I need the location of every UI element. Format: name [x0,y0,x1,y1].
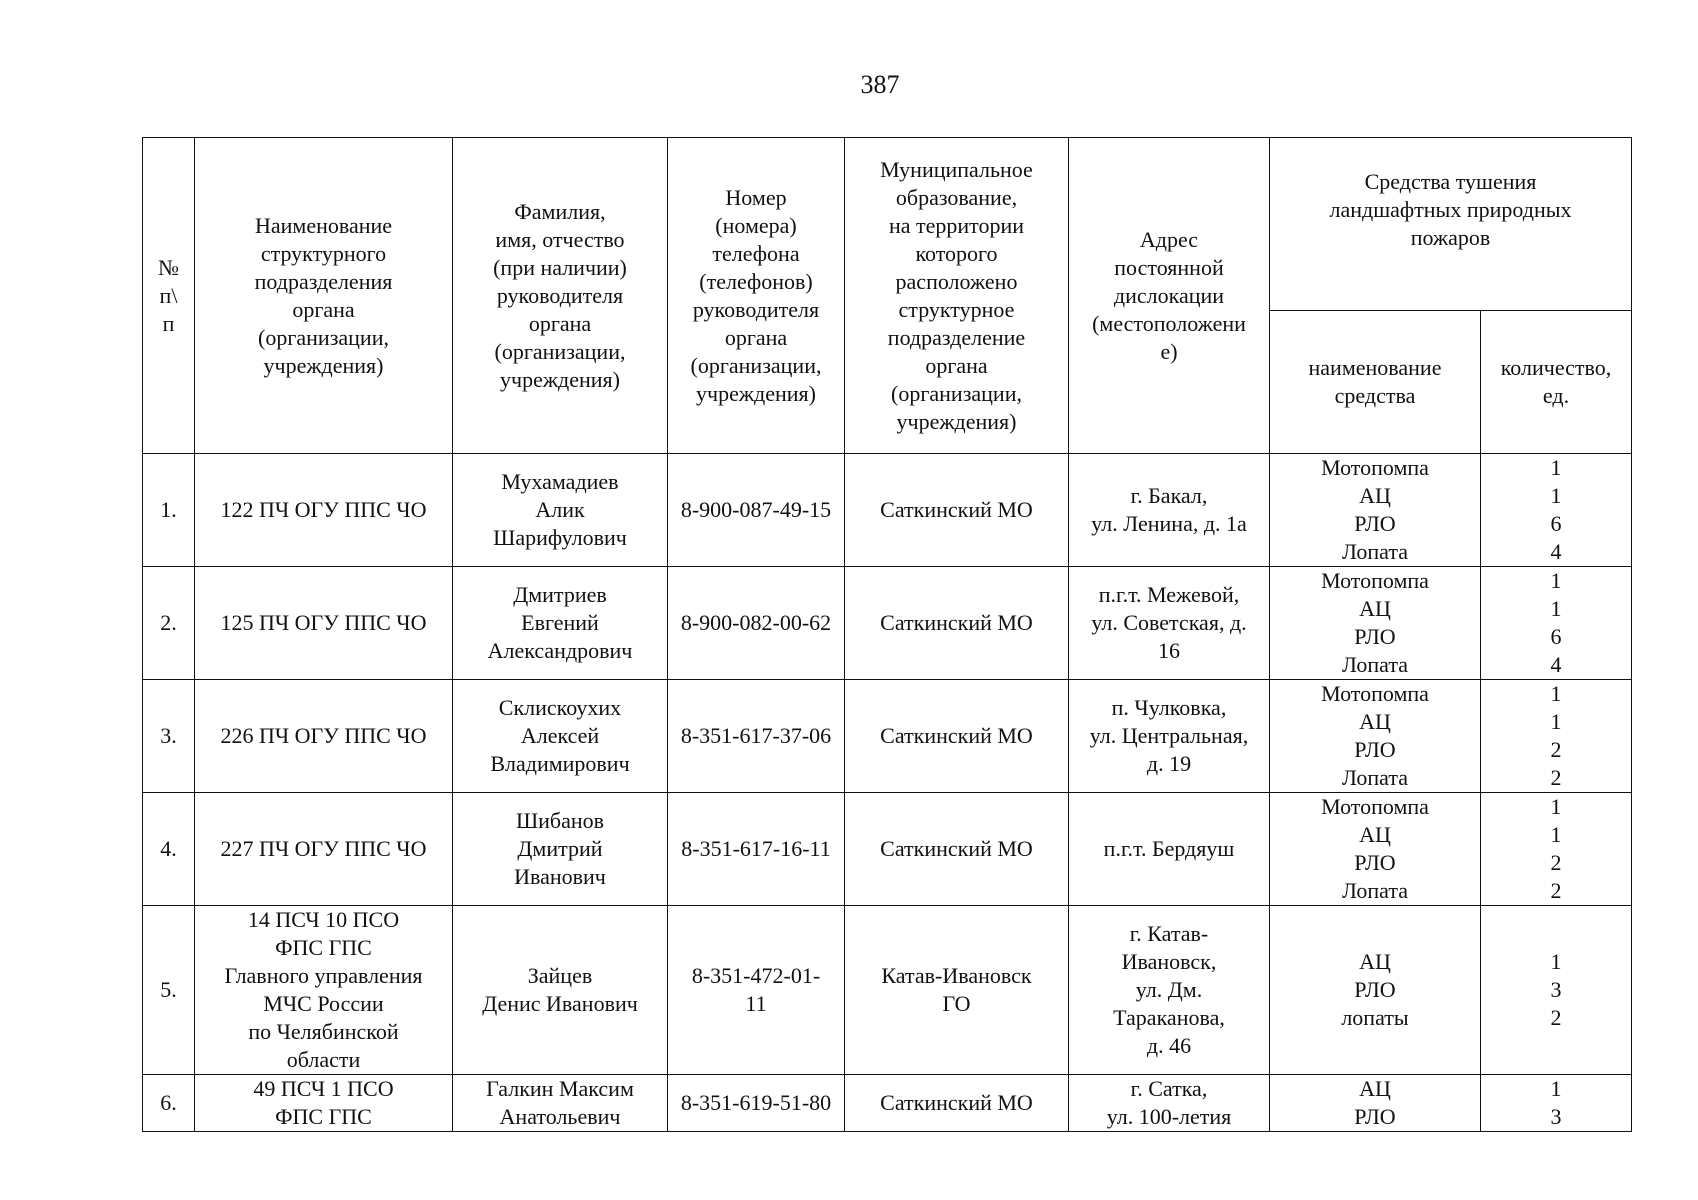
header-municipality: Муниципальное образование, на территории которого расположено структурное подразделение органа (организации, учреждения) [845,138,1069,454]
cell-head-name: Склискоухих Алексей Владимирович [453,680,668,793]
header-means-group: Средства тушения ландшафтных природных пожаров [1270,138,1632,311]
cell-address: г. Сатка, ул. 100-летия [1069,1075,1270,1132]
cell-num: 4. [143,793,195,906]
header-head-name: Фамилия, имя, отчество (при наличии) руководителя органа (организации, учреждения) [453,138,668,454]
cell-address: г. Бакал, ул. Ленина, д. 1а [1069,454,1270,567]
cell-means-qty: 1 1 2 2 [1481,680,1632,793]
cell-means-qty: 1 3 2 [1481,906,1632,1075]
cell-num: 6. [143,1075,195,1132]
cell-means-name: АЦ РЛО лопаты [1270,906,1481,1075]
cell-phone: 8-351-619-51-80 [668,1075,845,1132]
cell-means-name: Мотопомпа АЦ РЛО Лопата [1270,454,1481,567]
cell-head-name: Шибанов Дмитрий Иванович [453,793,668,906]
cell-head-name: Дмитриев Евгений Александрович [453,567,668,680]
table-row [143,906,1632,1075]
cell-phone: 8-900-087-49-15 [668,454,845,567]
cell-means-qty: 1 1 2 2 [1481,793,1632,906]
cell-address: п. Чулковка, ул. Центральная, д. 19 [1069,680,1270,793]
cell-means-name: Мотопомпа АЦ РЛО Лопата [1270,567,1481,680]
cell-municipality: Саткинский МО [845,1075,1069,1132]
page-number: 387 [860,70,900,99]
cell-num: 2. [143,567,195,680]
cell-unit-name: 125 ПЧ ОГУ ППС ЧО [195,567,453,680]
cell-means-qty: 1 1 6 4 [1481,567,1632,680]
header-means-name: наименование средства [1270,311,1481,454]
cell-head-name: Зайцев Денис Иванович [453,906,668,1075]
header-unit-name: Наименование структурного подразделения органа (организации, учреждения) [195,138,453,454]
cell-phone: 8-900-082-00-62 [668,567,845,680]
cell-address: п.г.т. Межевой, ул. Советская, д. 16 [1069,567,1270,680]
fire-units-table [142,137,1632,1132]
cell-address: п.г.т. Бердяуш [1069,793,1270,906]
cell-municipality: Катав-Ивановск ГО [845,906,1069,1075]
cell-means-name: АЦ РЛО [1270,1075,1481,1132]
table-row [143,793,1632,906]
cell-municipality: Саткинский МО [845,793,1069,906]
header-means-qty: количество, ед. [1481,311,1632,454]
cell-unit-name: 227 ПЧ ОГУ ППС ЧО [195,793,453,906]
cell-unit-name: 49 ПСЧ 1 ПСО ФПС ГПС [195,1075,453,1132]
cell-address: г. Катав- Ивановск, ул. Дм. Тараканова, д. 46 [1069,906,1270,1075]
cell-head-name: Мухамадиев Алик Шарифулович [453,454,668,567]
cell-head-name: Галкин Максим Анатольевич [453,1075,668,1132]
header-address: Адрес постоянной дислокации (местоположени е) [1069,138,1270,454]
cell-municipality: Саткинский МО [845,454,1069,567]
table-row [143,454,1632,567]
cell-phone: 8-351-617-37-06 [668,680,845,793]
table-header-row [143,138,1632,311]
cell-municipality: Саткинский МО [845,680,1069,793]
cell-phone: 8-351-472-01- 11 [668,906,845,1075]
cell-phone: 8-351-617-16-11 [668,793,845,906]
table-row [143,567,1632,680]
cell-num: 1. [143,454,195,567]
table-body [143,454,1632,1132]
table-row [143,1075,1632,1132]
cell-num: 3. [143,680,195,793]
cell-num: 5. [143,906,195,1075]
header-num: № п\ п [143,138,195,454]
cell-unit-name: 226 ПЧ ОГУ ППС ЧО [195,680,453,793]
cell-municipality: Саткинский МО [845,567,1069,680]
cell-means-qty: 1 3 [1481,1075,1632,1132]
cell-unit-name: 14 ПСЧ 10 ПСО ФПС ГПС Главного управления МЧС России по Челябинской области [195,906,453,1075]
cell-means-name: Мотопомпа АЦ РЛО Лопата [1270,793,1481,906]
header-phone: Номер (номера) телефона (телефонов) руководителя органа (организации, учреждения) [668,138,845,454]
table-row [143,680,1632,793]
cell-means-qty: 1 1 6 4 [1481,454,1632,567]
cell-unit-name: 122 ПЧ ОГУ ППС ЧО [195,454,453,567]
cell-means-name: Мотопомпа АЦ РЛО Лопата [1270,680,1481,793]
